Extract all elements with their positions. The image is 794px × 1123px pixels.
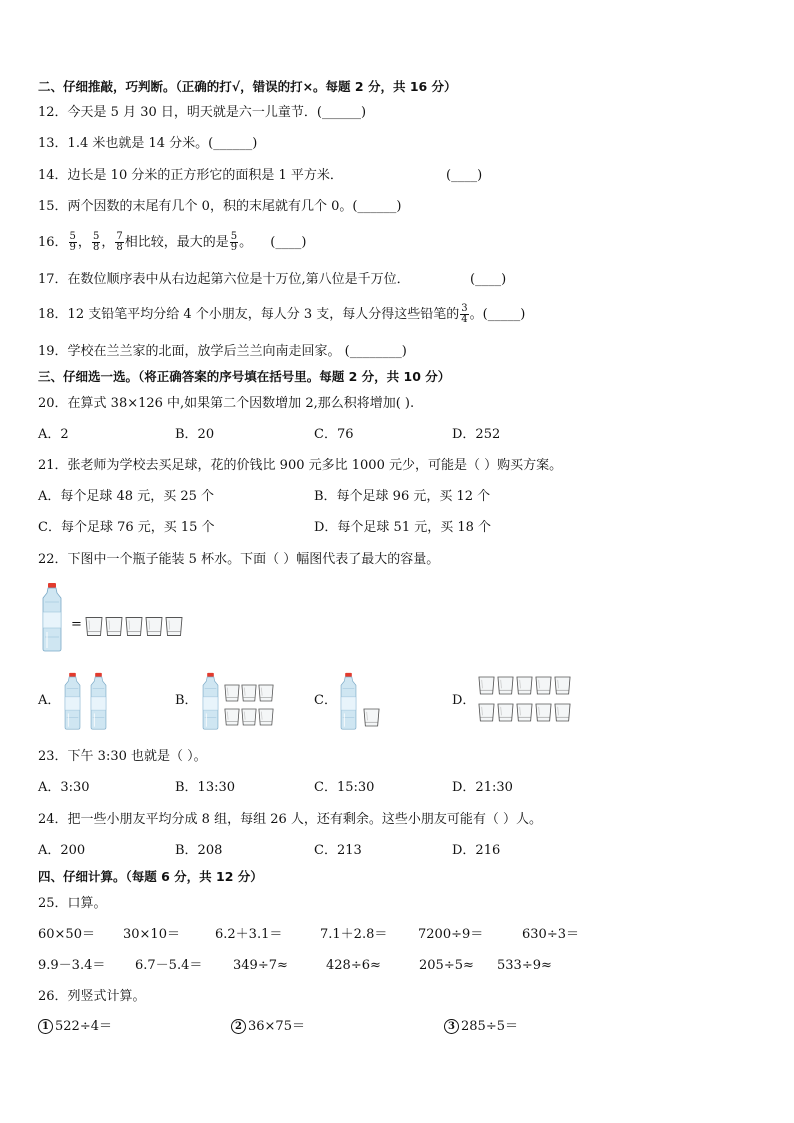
cup-icon: [498, 704, 513, 721]
bottle-icon: [203, 673, 218, 729]
mental-calc-item: 7.1＋2.8＝: [320, 927, 388, 942]
cup-icon: [259, 709, 273, 725]
q22-option-a-figure: [62, 672, 112, 732]
column-calc-item-3: 3 285÷5＝: [444, 1019, 518, 1035]
cup-icon: [86, 618, 102, 636]
mental-calc-item: 6.2＋3.1＝: [215, 927, 283, 942]
cup-icon: [106, 618, 122, 636]
question-14-blank: (____): [446, 168, 483, 183]
question-21: 21．张老师为学校去买足球，花的价钱比 900 元多比 1000 元少，可能是（ ）购买方案。: [38, 458, 563, 473]
bottle-icon: [91, 673, 106, 729]
q20-option-c: C．76: [314, 427, 354, 442]
fraction-answer-5-9: $\frac{5}{9}$: [230, 231, 238, 253]
question-23: 23．下午 3:30 也就是（ ）。: [38, 749, 207, 764]
section-3-title: 三、仔细选一选。（将正确答案的序号填在括号里。每题 2 分，共 10 分）: [38, 369, 451, 384]
q21-option-c: C．每个足球 76 元，买 15 个: [38, 520, 215, 535]
question-16-prefix: 16．: [38, 235, 68, 250]
column-calc-item-1: 1 522÷4＝: [38, 1019, 112, 1035]
circled-number-3: 3: [444, 1019, 459, 1034]
fraction-3-4: $\frac{3}{4}$: [461, 303, 468, 325]
question-17: 17．在数位顺序表中从右边起第六位是十万位,第八位是千万位．: [38, 272, 410, 287]
question-20: 20．在算式 38×126 中,如果第二个因数增加 2,那么积将增加( ).: [38, 396, 415, 411]
q24-option-b: B．208: [175, 843, 223, 858]
q22-option-d-figure: [478, 676, 573, 726]
cup-icon: [146, 618, 162, 636]
cup-icon: [555, 704, 570, 721]
cup-icon: [479, 704, 494, 721]
cup-icon: [225, 685, 239, 701]
question-17-blank: (____): [470, 272, 507, 287]
mental-calc-item: 533÷9≈: [497, 958, 552, 973]
q22-option-c-figure: [338, 672, 388, 732]
fraction-5-9: $\frac{5}{9}$: [69, 231, 76, 253]
mental-calc-item: 7200÷9＝: [418, 927, 484, 942]
mental-calc-item: 428÷6≈: [326, 958, 381, 973]
q22-option-a: A．: [38, 693, 61, 708]
mental-calc-item: 60×50＝: [38, 927, 95, 942]
cup-icon: [536, 677, 551, 694]
bottle-icon: [43, 583, 61, 651]
q24-option-c: C．213: [314, 843, 362, 858]
mental-calc-item: 630÷3＝: [522, 927, 579, 942]
cup-icon: [517, 677, 532, 694]
column-calc-item-2: 2 36×75＝: [231, 1019, 305, 1035]
q21-option-a: A．每个足球 48 元，买 25 个: [38, 489, 215, 504]
q22-option-d: D．: [452, 693, 476, 708]
q22-option-c: C．: [314, 693, 337, 708]
cup-icon: [364, 709, 379, 726]
mental-calc-item: 205÷5≈: [419, 958, 474, 973]
fraction-7-8: $\frac{7}{8}$: [116, 231, 123, 253]
question-18: 18．12 支铅笔平均分给 4 个小朋友，每人分 3 支，每人分得这些铅笔的 $\frac{3}{4}$ 。(_____): [38, 303, 526, 325]
q22-option-b: B．: [175, 693, 198, 708]
cup-icon: [166, 618, 182, 636]
question-19: 19．学校在兰兰家的北面，放学后兰兰向南走回家。 (________): [38, 344, 407, 359]
question-24: 24．把一些小朋友平均分成 8 组，每组 26 人，还有剩余。这些小朋友可能有（ ）人。: [38, 812, 543, 827]
q22-equals-sign: =: [71, 617, 82, 632]
question-22: 22．下图中一个瓶子能装 5 杯水。下面（ ）幅图代表了最大的容量。: [38, 552, 440, 567]
section-4-title: 四、仔细计算。（每题 6 分，共 12 分）: [38, 869, 263, 884]
q22-option-b-figure: [200, 672, 280, 732]
question-26: 26．列竖式计算。: [38, 989, 146, 1004]
question-13: 13．1.4 米也就是 14 分米。(______): [38, 136, 258, 151]
section-2-title: 二、仔细推敲，巧判断。（正确的打√，错误的打×。每题 2 分，共 16 分）: [38, 79, 457, 94]
q23-option-b: B．13:30: [175, 780, 236, 795]
cup-icon: [242, 709, 256, 725]
q23-option-a: A．3:30: [38, 780, 90, 795]
q21-option-d: D．每个足球 51 元，买 18 个: [314, 520, 492, 535]
cup-icon: [517, 704, 532, 721]
q22-reference-figure: [40, 582, 190, 654]
q20-option-a: A．2: [38, 427, 69, 442]
question-14: 14．边长是 10 分米的正方形它的面积是 1 平方米．: [38, 168, 343, 183]
cup-icon: [555, 677, 570, 694]
bottle-icon: [65, 673, 80, 729]
q23-option-c: C．15:30: [314, 780, 375, 795]
circled-number-1: 1: [38, 1019, 53, 1034]
q23-option-d: D．21:30: [452, 780, 513, 795]
cup-icon: [225, 709, 239, 725]
mental-calc-item: 9.9－3.4＝: [38, 958, 106, 973]
mental-calc-item: 6.7－5.4＝: [135, 958, 203, 973]
cup-icon: [242, 685, 256, 701]
question-12: 12．今天是 5 月 30 日，明天就是六一儿童节．(______): [38, 105, 367, 120]
cup-icon: [126, 618, 142, 636]
question-15: 15．两个因数的末尾有几个 0，积的末尾就有几个 0。(______): [38, 199, 402, 214]
mental-calc-item: 349÷7≈: [233, 958, 288, 973]
mental-calc-item: 30×10＝: [123, 927, 180, 942]
question-16: 16． $\frac{5}{9}$ ， $\frac{5}{8}$ ， $\frac{7}{8}$ 相比较，最大的是 $\frac{5}{9}$ 。 (____): [38, 231, 307, 253]
cup-icon: [479, 677, 494, 694]
question-25: 25．口算。: [38, 896, 107, 911]
bottle-icon: [341, 673, 356, 729]
circled-number-2: 2: [231, 1019, 246, 1034]
question-16-blank: (____): [270, 235, 307, 250]
q24-option-a: A．200: [38, 843, 86, 858]
cup-icon: [536, 704, 551, 721]
fraction-5-8: $\frac{5}{8}$: [92, 231, 100, 253]
q20-option-d: D．252: [452, 427, 501, 442]
q20-option-b: B．20: [175, 427, 215, 442]
q21-option-b: B．每个足球 96 元，买 12 个: [314, 489, 491, 504]
q24-option-d: D．216: [452, 843, 501, 858]
cup-icon: [498, 677, 513, 694]
cup-icon: [259, 685, 273, 701]
